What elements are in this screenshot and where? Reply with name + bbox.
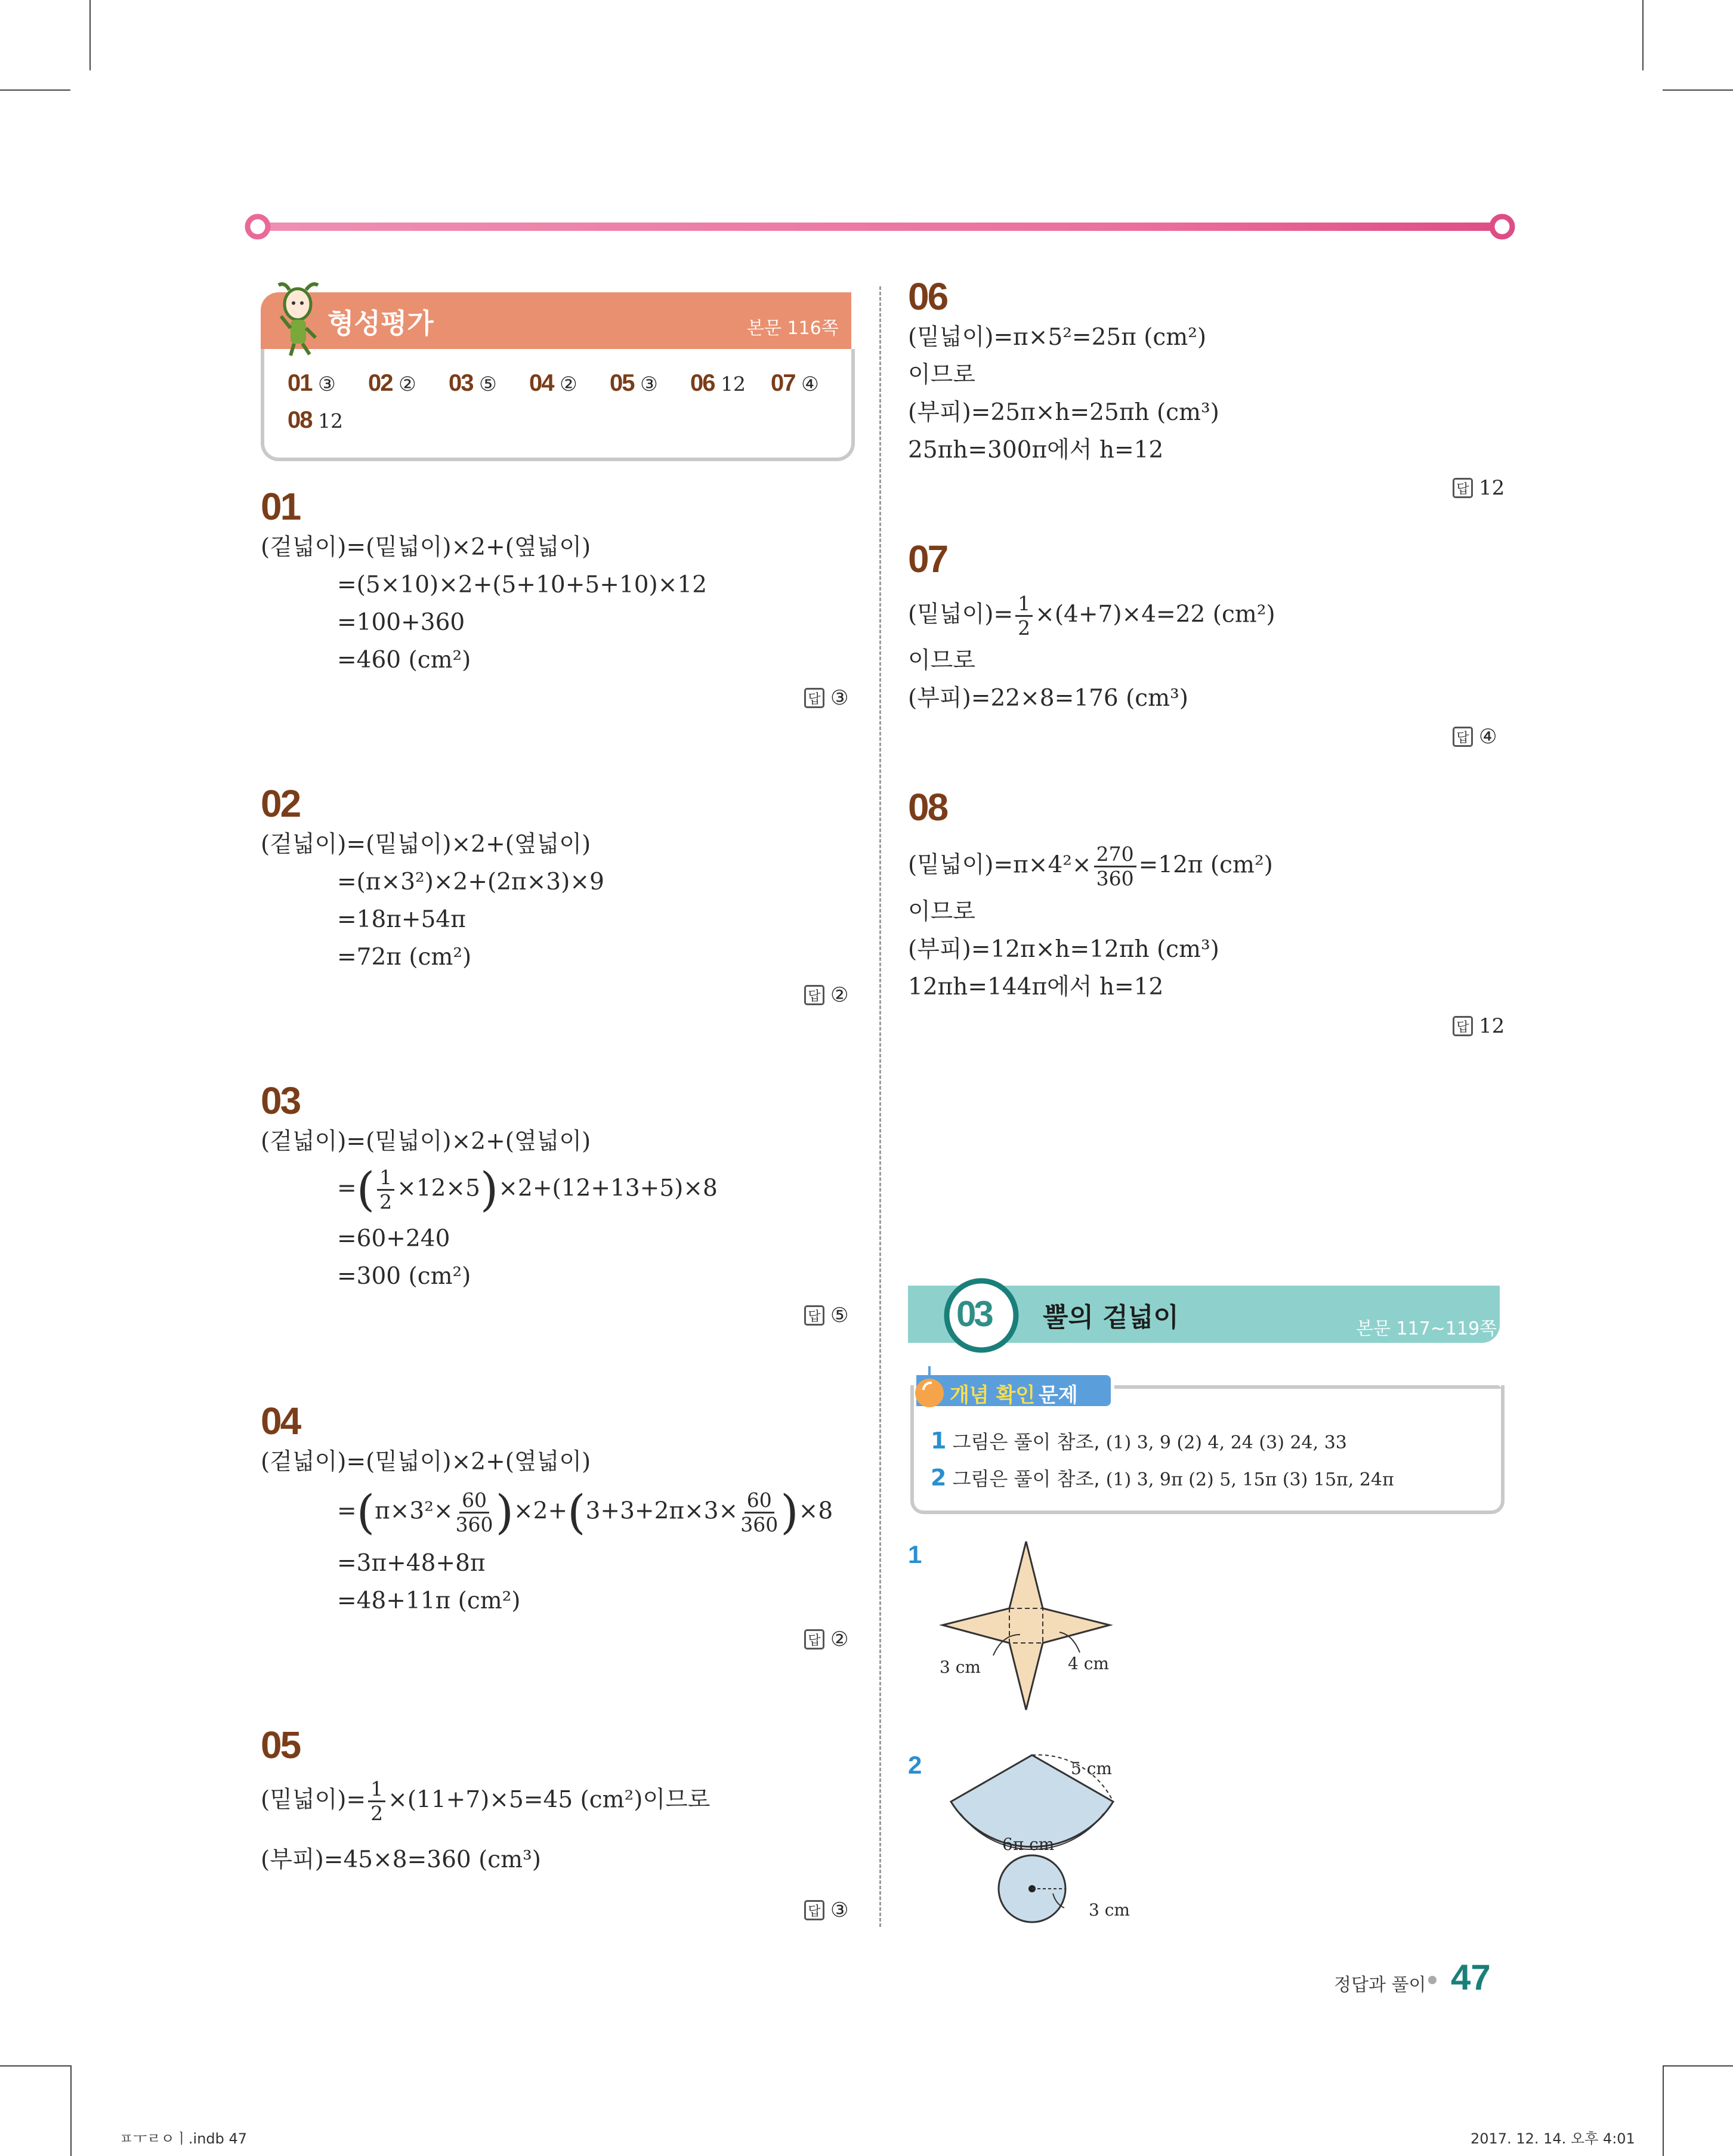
- crop-mark: [1663, 2065, 1664, 2156]
- page-number: 47: [1451, 1957, 1491, 1997]
- solution-line: =300 (cm²): [337, 1263, 471, 1290]
- figure-dimension: 6π cm: [1002, 1834, 1055, 1854]
- solution-line: (겉넓이)=(밑넓이)×2+(옆넓이): [261, 1128, 591, 1155]
- figure-dimension: 4 cm: [1068, 1654, 1109, 1673]
- solution-line: =460 (cm²): [337, 647, 471, 674]
- footer-dot: [1428, 1976, 1437, 1984]
- answer-item: 07 ④: [771, 370, 819, 396]
- answer-item: 06 12: [690, 370, 746, 396]
- solution-line: =(π×3²)×2+(2π×3)×9: [337, 869, 604, 895]
- solution-line: (겉넓이)=(밑넓이)×2+(옆넓이): [261, 534, 591, 561]
- solution-line: 이므로: [908, 647, 976, 674]
- assessment-title: 형성평가: [328, 307, 434, 339]
- answer-value: ③: [830, 686, 849, 710]
- section-title: 뿔의 겉넓이: [1043, 1302, 1179, 1333]
- footer-section: 정답과 풀이: [1334, 1975, 1426, 1996]
- answer-icon: 답: [1453, 1016, 1473, 1036]
- problem-number: 02: [261, 782, 300, 825]
- solution-line: (밑넓이)= $\frac{1}{2}$ ×(4+7)×4=22 (cm²): [908, 592, 1275, 640]
- crop-mark: [89, 0, 91, 70]
- fraction: $\frac{60}{360}$: [740, 1488, 779, 1536]
- fraction: $\frac{270}{360}$: [1094, 843, 1136, 890]
- fraction: $\frac{1}{2}$: [377, 1166, 394, 1213]
- print-stamp: 2017. 12. 14. 오후 4:01: [1471, 2130, 1635, 2147]
- section-ref: 본문 117~119쪽: [1356, 1318, 1497, 1339]
- solution-line: =( $\frac{1}{2}$ ×12×5)×2+(12+13+5)×8: [337, 1163, 718, 1217]
- problem-number: 05: [261, 1723, 300, 1766]
- answer-item: 04 ②: [529, 370, 577, 396]
- solution-line: =(π×3²× $\frac{60}{360}$ )×2+(3+3+2π×3× $\frac{60}{360}$ )×8: [337, 1485, 833, 1540]
- figure-label: 1: [908, 1540, 922, 1568]
- pyramid-net-figure: [937, 1533, 1127, 1718]
- answer-mark: [804, 1898, 848, 1922]
- answer-icon: 답: [804, 985, 824, 1005]
- problem-number: 06: [908, 275, 947, 318]
- crop-mark: [1642, 0, 1644, 70]
- answer-value: ④: [1479, 725, 1497, 749]
- section-badge-number: 03: [956, 1294, 991, 1334]
- solution-line: (밑넓이)= $\frac{1}{2}$ ×(11+7)×5=45 (cm²)이므로: [261, 1777, 711, 1825]
- crop-mark: [1663, 89, 1733, 91]
- solution-line: =100+360: [337, 609, 465, 636]
- figure-dimension: 3 cm: [940, 1657, 981, 1677]
- solution-line: 이므로: [908, 898, 976, 925]
- answer-icon: 답: [804, 688, 824, 708]
- solution-line: 12πh=144π에서 h=12: [908, 974, 1164, 1000]
- file-info: ㅍㅜㄹㅇㅣ.indb 47: [119, 2130, 248, 2147]
- header-rule: [245, 212, 1521, 242]
- solution-line: =60+240: [337, 1225, 450, 1252]
- solution-line: 이므로: [908, 362, 976, 388]
- crop-mark: [1663, 2065, 1733, 2067]
- solution-line: (밑넓이)=π×5²=25π (cm²): [908, 324, 1207, 351]
- answer-value: ③: [830, 1898, 849, 1922]
- answer-value: 12: [1479, 476, 1505, 500]
- problem-number: 01: [261, 485, 300, 528]
- answer-mark: [1453, 725, 1497, 749]
- answer-item: 03 ⑤: [449, 370, 497, 396]
- problem-number: 03: [261, 1079, 300, 1122]
- answer-icon: 답: [804, 1305, 824, 1326]
- crop-mark: [0, 2065, 70, 2067]
- solution-line: =3π+48+8π: [337, 1550, 486, 1577]
- answer-icon: 답: [804, 1900, 824, 1920]
- solution-line: =72π (cm²): [337, 944, 472, 971]
- answer-item: 08 12: [288, 407, 344, 433]
- solution-line: =48+11π (cm²): [337, 1587, 521, 1614]
- assessment-box: [261, 292, 851, 465]
- figure-dimension: 5 cm: [1071, 1759, 1112, 1778]
- answer-value: ②: [830, 983, 849, 1007]
- assessment-body: [261, 349, 855, 461]
- answer-mark: [804, 1627, 848, 1651]
- solution-line: (부피)=25π×h=25πh (cm³): [908, 399, 1219, 426]
- answer-item: 02 ②: [368, 370, 416, 396]
- problem-number: 04: [261, 1400, 300, 1443]
- solution-line: =18π+54π: [337, 906, 466, 933]
- concept-item: 2 그림은 풀이 참조, (1) 3, 9π (2) 5, 15π (3) 15π, 24π: [931, 1465, 1394, 1491]
- solution-line: (부피)=45×8=360 (cm³): [261, 1846, 541, 1873]
- answer-mark: [804, 686, 848, 710]
- answer-icon: 답: [804, 1629, 824, 1650]
- solution-line: (밑넓이)=π×4²× $\frac{270}{360}$ =12π (cm²): [908, 842, 1273, 890]
- answer-value: ⑤: [830, 1304, 849, 1327]
- answer-value: ②: [830, 1627, 849, 1651]
- solution-line: (겉넓이)=(밑넓이)×2+(옆넓이): [261, 1448, 591, 1475]
- concept-box-top: [1114, 1385, 1501, 1389]
- answer-mark: [1453, 1014, 1505, 1038]
- figure-label: 2: [908, 1751, 922, 1779]
- solution-line: =(5×10)×2+(5+10+5+10)×12: [337, 572, 708, 598]
- lightbulb-icon: [912, 1366, 947, 1414]
- crop-mark: [70, 2065, 72, 2156]
- answer-icon: 답: [1453, 478, 1473, 498]
- solution-line: (부피)=12π×h=12πh (cm³): [908, 936, 1219, 963]
- answer-value: 12: [1479, 1014, 1505, 1038]
- assessment-ref: 본문 116쪽: [747, 318, 839, 339]
- fraction: $\frac{60}{360}$: [455, 1488, 493, 1536]
- fraction: $\frac{1}{2}$: [1015, 592, 1033, 640]
- answer-item: 05 ③: [610, 370, 658, 396]
- answer-mark: [804, 1304, 848, 1327]
- answer-icon: 답: [1453, 727, 1473, 747]
- problem-number: 07: [908, 538, 947, 580]
- character-icon: [273, 280, 326, 358]
- answer-mark: [804, 983, 848, 1007]
- crop-mark: [0, 89, 70, 91]
- answer-item: 01 ③: [288, 370, 336, 396]
- solution-line: 25πh=300π에서 h=12: [908, 437, 1164, 464]
- solution-line: (겉넓이)=(밑넓이)×2+(옆넓이): [261, 831, 591, 858]
- solution-line: (부피)=22×8=176 (cm³): [908, 685, 1188, 712]
- concept-item: 1 그림은 풀이 참조, (1) 3, 9 (2) 4, 24 (3) 24, 33: [931, 1428, 1347, 1454]
- fraction: $\frac{1}{2}$: [368, 1778, 385, 1825]
- answer-mark: [1453, 476, 1505, 500]
- concept-label: 개념 확인 문제: [916, 1375, 1111, 1406]
- figure-dimension: 3 cm: [1089, 1900, 1130, 1920]
- column-divider: [879, 286, 881, 1927]
- problem-number: 08: [908, 786, 947, 829]
